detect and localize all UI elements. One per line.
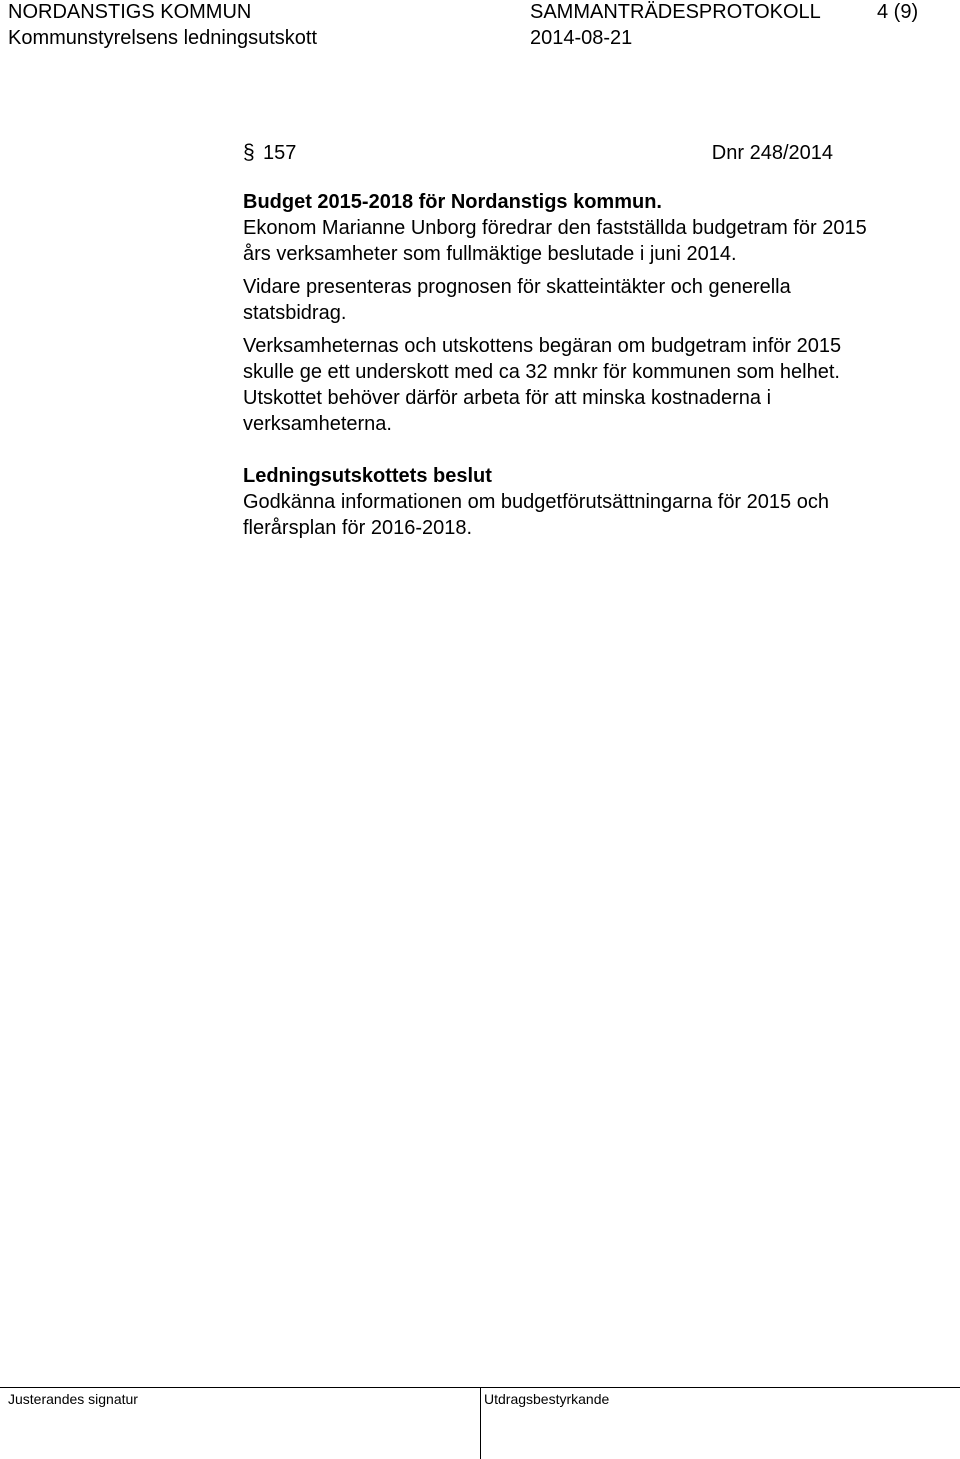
page-number: 4 (9) xyxy=(877,1,919,23)
meeting-date: 2014-08-21 xyxy=(530,27,633,49)
paragraph-row xyxy=(243,140,833,166)
decision-heading: Ledningsutskottets beslut xyxy=(243,465,492,487)
minutes-content xyxy=(243,189,923,541)
organization-name: NORDANSTIGS KOMMUN xyxy=(8,1,252,23)
paragraph-line: Utskottet behöver därför arbeta för att minska kostnaderna i xyxy=(243,387,772,409)
paragraph-line: skulle ge ett underskott med ca 32 mnkr för kommunen som helhet. xyxy=(243,361,840,383)
decision-line: Godkänna informationen om budgetförutsättningarna för 2015 och xyxy=(243,491,829,513)
footer-divider xyxy=(480,1387,481,1459)
paragraph-line: statsbidrag. xyxy=(243,302,347,324)
paragraph-line: års verksamheter som fullmäktige beslutade i juni 2014. xyxy=(243,243,737,265)
paragraph-line: Vidare presenteras prognosen för skatteintäkter och generella xyxy=(243,276,791,298)
decision-line: flerårsplan för 2016-2018. xyxy=(243,517,473,539)
department-name: Kommunstyrelsens ledningsutskott xyxy=(8,27,318,49)
item-number: 157 xyxy=(263,142,297,164)
case-number: Dnr 248/2014 xyxy=(711,142,833,164)
signature-label: Justerandes signatur xyxy=(8,1391,138,1407)
document-type: SAMMANTRÄDESPROTOKOLL xyxy=(530,1,821,23)
item-title: Budget 2015-2018 för Nordanstigs kommun. xyxy=(243,191,662,213)
extract-verification-label: Utdragsbestyrkande xyxy=(484,1391,610,1407)
section-symbol: § xyxy=(243,141,255,164)
paragraph-line: Verksamheternas och utskottens begäran om budgetram inför 2015 xyxy=(243,335,842,357)
signature-footer xyxy=(0,1387,960,1459)
paragraph-line: Ekonom Marianne Unborg föredrar den fastställda budgetram för 2015 xyxy=(243,217,867,239)
paragraph-line: verksamheterna. xyxy=(243,413,392,435)
